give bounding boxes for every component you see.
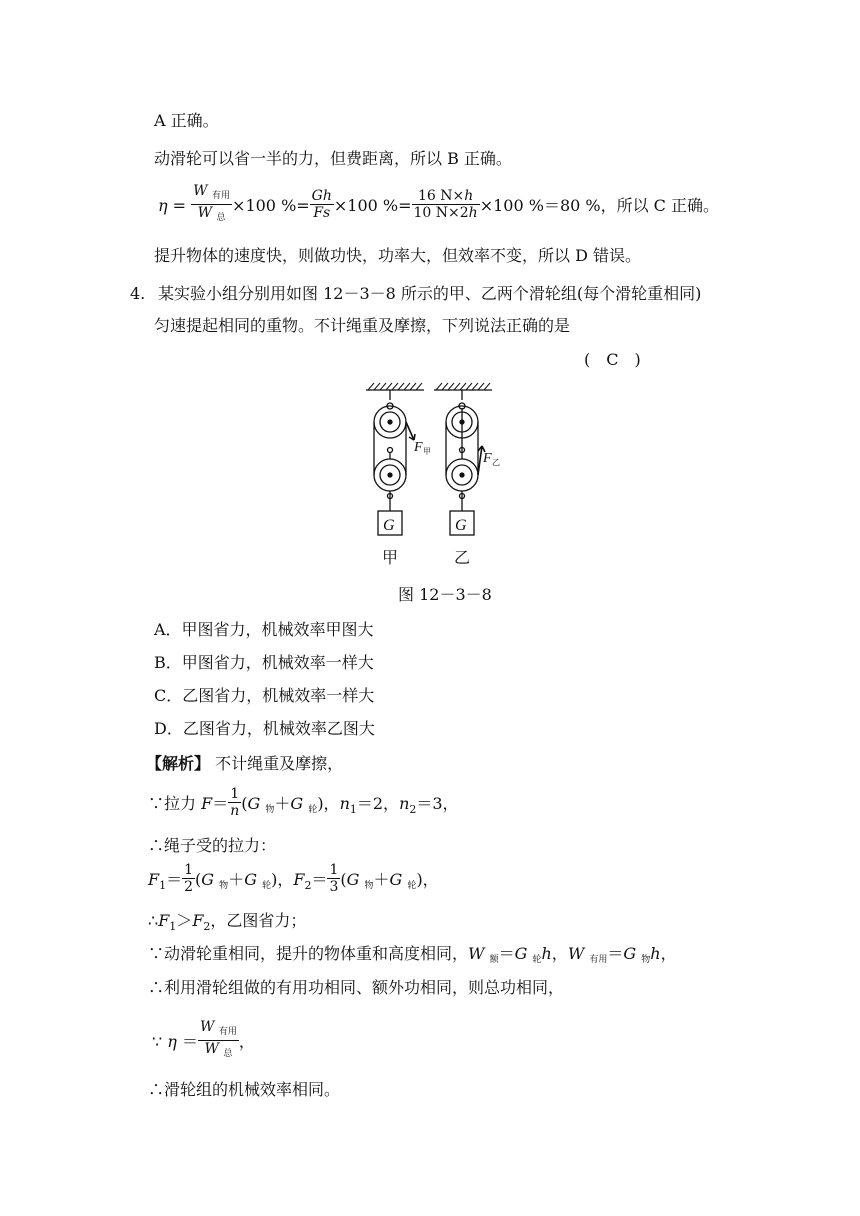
force-label-right: F [483,451,492,466]
conclusion-line: ∴滑轮组的机械效率相同。 [148,1080,341,1099]
fraction: $\frac{W _{有用}}{W _总}$ [191,183,232,226]
tension-values: $F_1=$ $\frac{1}{2}$ (G $_物$＋G $_轮$)，$F_2=$ $\frac{1}{3}$ (G $_物$＋G $_轮$)， [148,862,439,895]
text-line: A 正确。 [154,111,219,130]
analysis-heading: 【解析】 不计绳重及摩擦， [146,754,344,773]
answer-bracket: ( C ) [584,350,641,369]
work-line: ∵动滑轮重相同，提升的物体重和高度相同，W $_额$＝G $_轮$h，W $_{有用}$＝G $_物$h， [148,944,677,965]
efficiency-equation: η = $\frac{W _{有用}}{W _总}$ ×100 %= $\frac{Gh}{Fs}$ ×100 %= $\frac{16 N\times h}{10 N\times 2h}$ ×100 %＝80 %，所以 C 正确。 [158,184,719,228]
force-label-left: F [414,440,423,455]
fraction: $\frac{Gh}{Fs}$ [311,188,332,221]
question-number: 4. [130,284,146,303]
eta-definition: ∵ η ＝ $\frac{W _{有用}}{W _总}$ ， [152,1020,255,1064]
text-line: 提升物体的速度快，则做功快，功率大，但效率不变，所以 D 错误。 [154,246,642,265]
figure-caption: 图 12－3－8 [398,585,492,604]
text-line: 动滑轮可以省一半的力，但费距离，所以 B 正确。 [154,149,512,168]
tension-formula: ∵拉力 F＝ $\frac{1}{n}$ (G $_物$＋G $_轮$)，$n_1=2$，$n_2=3$， [148,786,459,819]
fraction: $\frac{16 N\times h}{10 N\times 2h}$ [413,188,478,221]
force-sub-right: 乙 [492,458,500,467]
force-sub-left: 甲 [423,447,431,456]
weight-label-left: G [383,517,395,534]
option-d: D．乙图省力，机械效率乙图大 [154,719,375,738]
pulley-figure [362,378,502,573]
comparison-line: $\therefore F_1>F_2$，乙图省力； [148,911,307,933]
question-text: 某实验小组分别用如图 12－3－8 所示的甲、乙两个滑轮组(每个滑轮重相同) [158,284,702,303]
option-c: C．乙图省力，机械效率一样大 [154,686,375,705]
label-jia: 甲 [382,550,399,567]
text-line: ∴利用滑轮组做的有用功相同、额外功相同，则总功相同， [148,978,565,997]
text-line: ∴绳子受的拉力： [148,836,277,855]
option-b: B．甲图省力，机械效率一样大 [154,653,374,672]
question-text: 匀速提起相同的重物。不计绳重及摩擦，下列说法正确的是 [154,316,571,335]
weight-label-right: G [455,517,467,534]
label-yi: 乙 [454,550,471,567]
option-a: A．甲图省力，机械效率甲图大 [154,620,374,639]
